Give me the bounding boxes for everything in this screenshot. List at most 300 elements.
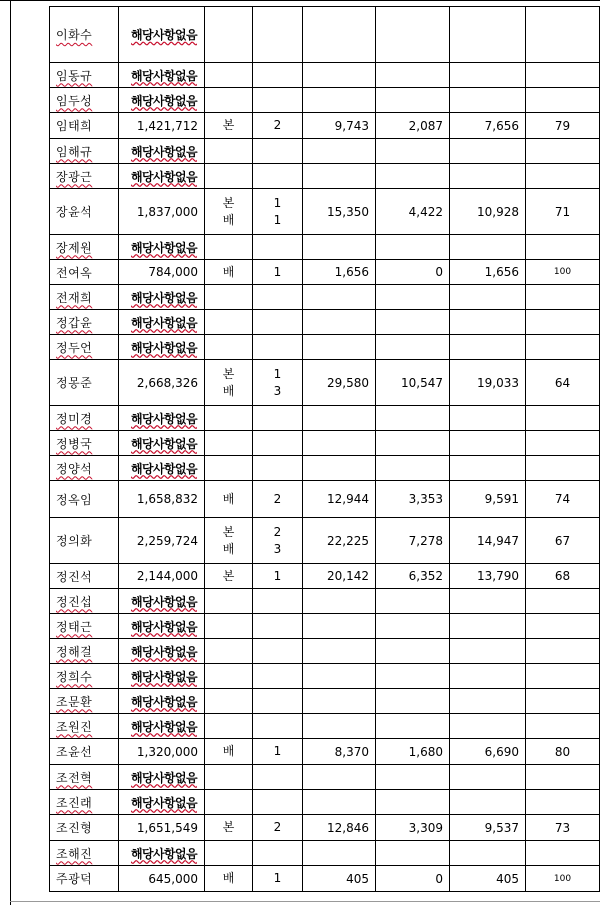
type-cell	[205, 564, 253, 589]
amount-cell: 2,668,326	[119, 360, 205, 406]
value-3-cell	[450, 714, 526, 739]
value-3-cell	[450, 589, 526, 614]
type-label: 본	[222, 524, 235, 539]
amount-cell: 1,421,712	[119, 113, 205, 139]
value-1-cell: 9,743	[303, 113, 376, 139]
table-row	[50, 518, 600, 564]
not-applicable-cell: 해당사항없음	[119, 790, 205, 815]
type-cell	[205, 406, 253, 431]
count-cell	[253, 360, 303, 406]
value-2-cell	[376, 841, 450, 866]
percent-cell	[526, 765, 600, 790]
type-cell	[205, 63, 253, 88]
value-1-cell	[303, 310, 376, 335]
member-name-cell: 주광덕	[50, 866, 119, 892]
percent-cell: 100	[526, 260, 600, 285]
percent-cell	[526, 139, 600, 164]
amount-cell: 1,320,000	[119, 739, 205, 765]
table-row	[50, 481, 600, 518]
member-asset-table	[49, 6, 600, 892]
type-cell	[205, 518, 253, 564]
value-2-cell	[376, 431, 450, 456]
value-2-cell	[376, 7, 450, 63]
value-3-cell: 9,537	[450, 815, 526, 841]
count-cell	[253, 335, 303, 360]
percent-cell	[526, 714, 600, 739]
not-applicable-cell: 해당사항없음	[119, 714, 205, 739]
value-3-cell	[450, 406, 526, 431]
member-name-cell: 정두언	[50, 335, 119, 360]
count-cell	[253, 714, 303, 739]
table-row	[50, 360, 600, 406]
type-cell	[205, 639, 253, 664]
count-cell	[253, 310, 303, 335]
type-cell	[205, 360, 253, 406]
table-row	[50, 235, 600, 260]
count-cell	[253, 639, 303, 664]
table-row	[50, 456, 600, 481]
percent-cell: 73	[526, 815, 600, 841]
count-value: 1	[273, 366, 282, 381]
value-1-cell	[303, 139, 376, 164]
member-name-cell: 정해걸	[50, 639, 119, 664]
table-row	[50, 639, 600, 664]
table-row	[50, 406, 600, 431]
type-cell	[205, 235, 253, 260]
not-applicable-cell: 해당사항없음	[119, 689, 205, 714]
not-applicable-cell: 해당사항없음	[119, 406, 205, 431]
type-cell	[205, 285, 253, 310]
value-2-cell: 0	[376, 260, 450, 285]
amount-cell: 645,000	[119, 866, 205, 892]
count-cell	[253, 139, 303, 164]
value-2-cell: 4,422	[376, 189, 450, 235]
amount-cell: 1,658,832	[119, 481, 205, 518]
value-3-cell	[450, 7, 526, 63]
table-row	[50, 841, 600, 866]
member-name-cell: 조문환	[50, 689, 119, 714]
value-2-cell	[376, 790, 450, 815]
value-3-cell: 19,033	[450, 360, 526, 406]
count-cell	[253, 456, 303, 481]
value-3-cell	[450, 335, 526, 360]
not-applicable-cell: 해당사항없음	[119, 63, 205, 88]
type-label: 배	[222, 744, 235, 758]
table-row	[50, 714, 600, 739]
value-2-cell: 2,087	[376, 113, 450, 139]
value-1-cell	[303, 63, 376, 88]
value-3-cell: 9,591	[450, 481, 526, 518]
count-cell	[253, 113, 303, 139]
percent-cell	[526, 790, 600, 815]
percent-cell	[526, 285, 600, 310]
value-1-cell	[303, 790, 376, 815]
percent-cell	[526, 7, 600, 63]
percent-cell: 67	[526, 518, 600, 564]
amount-cell: 784,000	[119, 260, 205, 285]
member-name-cell: 조해진	[50, 841, 119, 866]
member-name-cell: 정양석	[50, 456, 119, 481]
value-2-cell	[376, 88, 450, 113]
not-applicable-cell: 해당사항없음	[119, 431, 205, 456]
member-name-cell: 조윤선	[50, 739, 119, 765]
percent-cell	[526, 63, 600, 88]
value-3-cell	[450, 164, 526, 189]
percent-cell	[526, 310, 600, 335]
member-name-cell: 조원진	[50, 714, 119, 739]
value-3-cell	[450, 689, 526, 714]
member-name-cell: 정옥임	[50, 481, 119, 518]
member-name-cell: 정희수	[50, 664, 119, 689]
value-1-cell	[303, 431, 376, 456]
value-2-cell	[376, 406, 450, 431]
percent-cell	[526, 335, 600, 360]
type-label: 본	[222, 568, 235, 583]
value-2-cell	[376, 235, 450, 260]
percent-cell	[526, 406, 600, 431]
type-cell	[205, 765, 253, 790]
percent-cell	[526, 589, 600, 614]
value-3-cell	[450, 310, 526, 335]
value-2-cell	[376, 164, 450, 189]
value-2-cell: 7,278	[376, 518, 450, 564]
not-applicable-cell: 해당사항없음	[119, 841, 205, 866]
member-name-cell: 임해규	[50, 139, 119, 164]
value-1-cell	[303, 406, 376, 431]
value-1-cell	[303, 88, 376, 113]
table-row	[50, 739, 600, 765]
value-1-cell	[303, 639, 376, 664]
value-1-cell: 12,944	[303, 481, 376, 518]
type-cell	[205, 739, 253, 765]
value-1-cell	[303, 714, 376, 739]
count-value: 2	[273, 491, 282, 506]
value-1-cell: 12,846	[303, 815, 376, 841]
count-cell	[253, 189, 303, 235]
value-3-cell	[450, 765, 526, 790]
count-cell	[253, 164, 303, 189]
type-cell	[205, 310, 253, 335]
percent-cell	[526, 235, 600, 260]
member-name-cell: 전여옥	[50, 260, 119, 285]
member-name-cell: 이화수	[50, 7, 119, 63]
member-name-cell: 장윤석	[50, 189, 119, 235]
member-name-cell: 정진석	[50, 564, 119, 589]
value-1-cell: 22,225	[303, 518, 376, 564]
table-row	[50, 7, 600, 63]
count-value: 1	[273, 195, 282, 210]
value-3-cell: 1,656	[450, 260, 526, 285]
value-3-cell: 6,690	[450, 739, 526, 765]
count-cell	[253, 564, 303, 589]
table-row	[50, 765, 600, 790]
type-label: 본	[222, 820, 235, 834]
amount-cell: 2,259,724	[119, 518, 205, 564]
value-3-cell	[450, 664, 526, 689]
value-1-cell: 29,580	[303, 360, 376, 406]
count-cell	[253, 260, 303, 285]
count-cell	[253, 689, 303, 714]
value-1-cell	[303, 589, 376, 614]
not-applicable-cell: 해당사항없음	[119, 456, 205, 481]
table-row	[50, 815, 600, 841]
count-cell	[253, 235, 303, 260]
table-row	[50, 113, 600, 139]
count-cell	[253, 518, 303, 564]
value-1-cell	[303, 7, 376, 63]
value-2-cell	[376, 285, 450, 310]
percent-cell: 79	[526, 113, 600, 139]
type-cell	[205, 113, 253, 139]
type-cell	[205, 189, 253, 235]
type-cell	[205, 815, 253, 841]
value-2-cell	[376, 714, 450, 739]
value-1-cell	[303, 664, 376, 689]
percent-cell	[526, 164, 600, 189]
type-cell	[205, 714, 253, 739]
count-cell	[253, 790, 303, 815]
value-1-cell: 405	[303, 866, 376, 892]
type-label: 배	[222, 541, 235, 556]
not-applicable-cell: 해당사항없음	[119, 310, 205, 335]
percent-cell: 74	[526, 481, 600, 518]
not-applicable-cell: 해당사항없음	[119, 614, 205, 639]
count-value: 3	[273, 383, 282, 398]
table-row	[50, 63, 600, 88]
type-cell	[205, 664, 253, 689]
count-value: 1	[273, 871, 282, 885]
value-3-cell	[450, 639, 526, 664]
value-2-cell	[376, 139, 450, 164]
type-label: 배	[222, 383, 235, 398]
count-value: 2	[273, 820, 282, 834]
count-cell	[253, 481, 303, 518]
value-2-cell: 0	[376, 866, 450, 892]
value-2-cell	[376, 614, 450, 639]
table-row	[50, 164, 600, 189]
count-cell	[253, 866, 303, 892]
not-applicable-cell: 해당사항없음	[119, 765, 205, 790]
type-cell	[205, 260, 253, 285]
type-label: 본	[222, 118, 235, 132]
value-3-cell: 14,947	[450, 518, 526, 564]
value-2-cell	[376, 335, 450, 360]
value-2-cell: 3,353	[376, 481, 450, 518]
percent-cell	[526, 841, 600, 866]
member-name-cell: 정진섭	[50, 589, 119, 614]
type-label: 배	[222, 491, 235, 506]
type-label: 본	[222, 195, 235, 210]
value-2-cell	[376, 664, 450, 689]
table-row	[50, 260, 600, 285]
value-1-cell	[303, 841, 376, 866]
type-label: 본	[222, 366, 235, 381]
member-name-cell: 장광근	[50, 164, 119, 189]
type-label: 배	[222, 871, 235, 885]
type-cell	[205, 7, 253, 63]
page-bottom-rule	[10, 901, 600, 902]
count-cell	[253, 406, 303, 431]
count-cell	[253, 63, 303, 88]
value-2-cell	[376, 63, 450, 88]
count-cell	[253, 431, 303, 456]
table-row	[50, 139, 600, 164]
not-applicable-cell: 해당사항없음	[119, 164, 205, 189]
table-body	[50, 7, 600, 892]
member-name-cell: 장제원	[50, 235, 119, 260]
type-cell	[205, 841, 253, 866]
type-cell	[205, 614, 253, 639]
value-2-cell: 6,352	[376, 564, 450, 589]
value-3-cell: 7,656	[450, 113, 526, 139]
page-top-border	[0, 0, 600, 1]
not-applicable-cell: 해당사항없음	[119, 88, 205, 113]
count-cell	[253, 765, 303, 790]
type-label: 배	[222, 264, 235, 279]
table-row	[50, 310, 600, 335]
count-value: 1	[273, 264, 282, 279]
table-row	[50, 689, 600, 714]
value-3-cell: 10,928	[450, 189, 526, 235]
type-cell	[205, 589, 253, 614]
percent-cell	[526, 614, 600, 639]
value-2-cell	[376, 456, 450, 481]
amount-cell: 1,837,000	[119, 189, 205, 235]
value-3-cell: 13,790	[450, 564, 526, 589]
count-cell	[253, 589, 303, 614]
percent-cell: 68	[526, 564, 600, 589]
amount-cell: 1,651,549	[119, 815, 205, 841]
not-applicable-cell: 해당사항없음	[119, 335, 205, 360]
not-applicable-cell: 해당사항없음	[119, 285, 205, 310]
value-1-cell	[303, 235, 376, 260]
table-row	[50, 866, 600, 892]
percent-cell: 64	[526, 360, 600, 406]
count-value: 2	[273, 118, 282, 132]
member-name-cell: 조진래	[50, 790, 119, 815]
member-name-cell: 정몽준	[50, 360, 119, 406]
value-3-cell	[450, 790, 526, 815]
value-2-cell	[376, 765, 450, 790]
table-row	[50, 88, 600, 113]
value-1-cell	[303, 335, 376, 360]
not-applicable-cell: 해당사항없음	[119, 7, 205, 63]
type-cell	[205, 164, 253, 189]
count-cell	[253, 739, 303, 765]
table-row	[50, 664, 600, 689]
member-name-cell: 조진형	[50, 815, 119, 841]
type-cell	[205, 866, 253, 892]
type-cell	[205, 139, 253, 164]
not-applicable-cell: 해당사항없음	[119, 664, 205, 689]
left-margin-rule	[10, 0, 11, 905]
count-cell	[253, 815, 303, 841]
member-name-cell: 정미경	[50, 406, 119, 431]
value-3-cell	[450, 456, 526, 481]
table-row	[50, 614, 600, 639]
value-1-cell	[303, 164, 376, 189]
value-3-cell	[450, 139, 526, 164]
count-value: 3	[273, 541, 282, 556]
percent-cell	[526, 639, 600, 664]
not-applicable-cell: 해당사항없음	[119, 139, 205, 164]
not-applicable-cell: 해당사항없음	[119, 639, 205, 664]
count-cell	[253, 664, 303, 689]
percent-cell: 71	[526, 189, 600, 235]
percent-cell	[526, 689, 600, 714]
value-1-cell	[303, 765, 376, 790]
value-1-cell	[303, 285, 376, 310]
type-cell	[205, 431, 253, 456]
type-cell	[205, 481, 253, 518]
amount-cell: 2,144,000	[119, 564, 205, 589]
value-3-cell	[450, 235, 526, 260]
value-2-cell: 1,680	[376, 739, 450, 765]
count-value: 1	[273, 568, 282, 583]
value-2-cell	[376, 689, 450, 714]
type-cell	[205, 335, 253, 360]
value-1-cell	[303, 614, 376, 639]
table-row	[50, 564, 600, 589]
table-row	[50, 189, 600, 235]
percent-cell: 80	[526, 739, 600, 765]
value-3-cell	[450, 285, 526, 310]
type-cell	[205, 88, 253, 113]
value-3-cell	[450, 431, 526, 456]
member-name-cell: 정갑윤	[50, 310, 119, 335]
count-cell	[253, 285, 303, 310]
value-1-cell: 15,350	[303, 189, 376, 235]
not-applicable-cell: 해당사항없음	[119, 589, 205, 614]
count-cell	[253, 88, 303, 113]
member-name-cell: 정의화	[50, 518, 119, 564]
type-cell	[205, 456, 253, 481]
value-2-cell	[376, 589, 450, 614]
member-name-cell: 정병국	[50, 431, 119, 456]
percent-cell	[526, 664, 600, 689]
member-name-cell: 임동규	[50, 63, 119, 88]
count-value: 1	[273, 744, 282, 758]
count-value: 1	[273, 212, 282, 227]
count-cell	[253, 841, 303, 866]
table-row	[50, 431, 600, 456]
value-1-cell	[303, 456, 376, 481]
value-2-cell	[376, 310, 450, 335]
member-name-cell: 임태희	[50, 113, 119, 139]
member-name-cell: 정태근	[50, 614, 119, 639]
value-3-cell	[450, 841, 526, 866]
percent-cell	[526, 431, 600, 456]
type-cell	[205, 790, 253, 815]
value-3-cell	[450, 88, 526, 113]
value-2-cell	[376, 639, 450, 664]
member-name-cell: 조전혁	[50, 765, 119, 790]
table-row	[50, 335, 600, 360]
value-2-cell: 3,309	[376, 815, 450, 841]
value-1-cell: 1,656	[303, 260, 376, 285]
count-cell	[253, 7, 303, 63]
value-1-cell: 8,370	[303, 739, 376, 765]
type-cell	[205, 689, 253, 714]
type-label: 배	[222, 212, 235, 227]
value-3-cell: 405	[450, 866, 526, 892]
count-cell	[253, 614, 303, 639]
percent-cell	[526, 88, 600, 113]
table-row	[50, 790, 600, 815]
value-1-cell	[303, 689, 376, 714]
value-1-cell: 20,142	[303, 564, 376, 589]
member-name-cell: 전재희	[50, 285, 119, 310]
